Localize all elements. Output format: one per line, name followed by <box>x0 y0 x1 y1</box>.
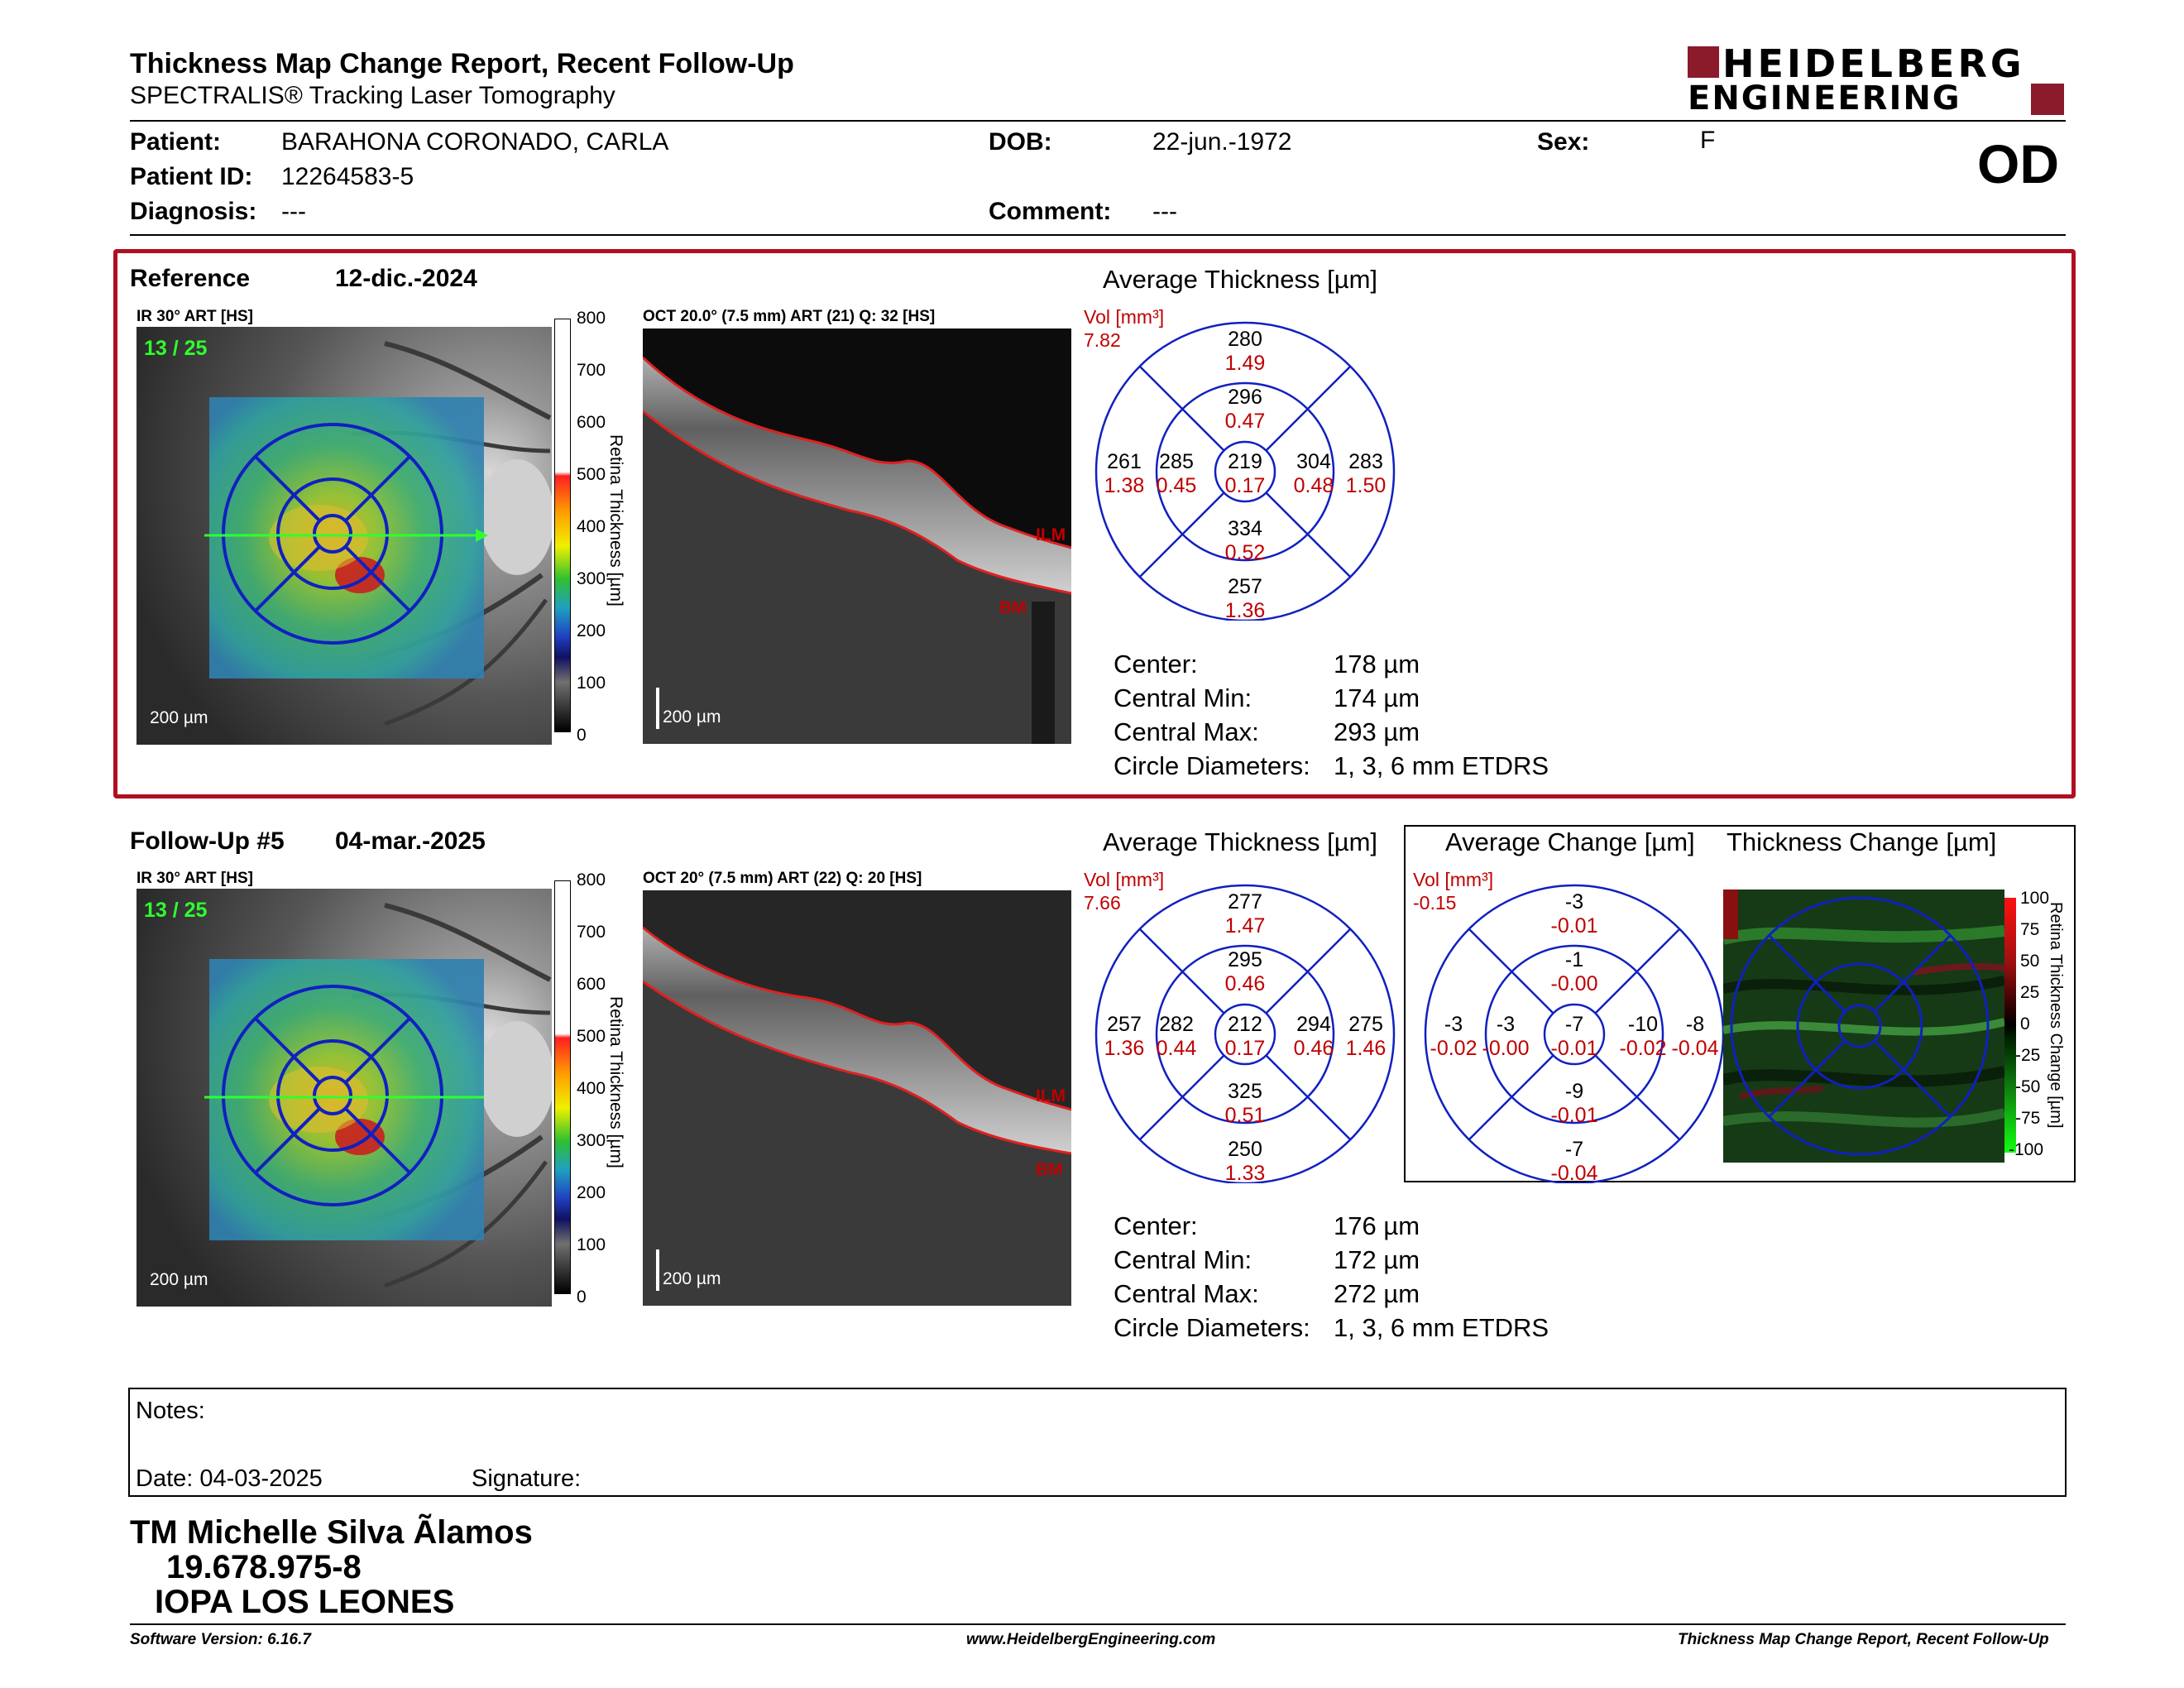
report-title: Thickness Map Change Report, Recent Follow-Up <box>130 48 794 79</box>
chg-divider <box>1469 929 1554 1014</box>
ref-inner-temp-value: 285 <box>1159 450 1194 473</box>
ref-inner-sup-value: 296 <box>1228 386 1262 409</box>
fu-inner-inf-value: 325 <box>1228 1080 1262 1103</box>
notes-date: Date: 04-03-2025 <box>136 1465 323 1492</box>
fu-oct-scale: 200 µm <box>663 1269 721 1288</box>
fu-stat-value: 272 µm <box>1334 1279 1420 1308</box>
change-etdrs-chart <box>1413 869 1736 1183</box>
ref-inner-nasal-volume: 0.48 <box>1293 474 1334 497</box>
ref-oct-scalebar <box>656 688 659 729</box>
ref-oct-image <box>643 328 1071 744</box>
chg-inner-inf-value: -9 <box>1564 1080 1584 1103</box>
fu-chart-title: Average Thickness [µm] <box>1103 827 1378 856</box>
fu-outer-nasal-value: 275 <box>1348 1013 1383 1036</box>
sex-label: Sex: <box>1537 128 1590 156</box>
ref-divider <box>1140 367 1224 451</box>
ref-inner-temp-volume: 0.45 <box>1156 474 1197 497</box>
fu-center-value: 212 <box>1228 1013 1262 1036</box>
ref-stat-label: Central Max: <box>1114 717 1259 746</box>
ref-center-volume: 0.17 <box>1224 474 1266 497</box>
fu-stat-label: Central Max: <box>1114 1279 1259 1308</box>
chg-divider <box>1595 929 1679 1014</box>
ref-outer-inf-value: 257 <box>1228 575 1262 598</box>
ref-inner-inf-value: 334 <box>1228 517 1262 540</box>
eye-od: OD <box>1977 133 2059 194</box>
fu-outer-sup-value: 277 <box>1228 890 1262 914</box>
ref-stat-label: Central Min: <box>1114 683 1252 712</box>
fu-inner-temp-value: 282 <box>1159 1013 1194 1036</box>
ref-ir-scale: 200 µm <box>150 708 208 727</box>
ref-bm-label: BM <box>999 598 1027 617</box>
patient-id-label: Patient ID: <box>130 163 253 190</box>
ref-ir-image <box>136 327 552 745</box>
fu-oct-scalebar <box>656 1249 659 1291</box>
chg-inner-temp-value: -3 <box>1496 1013 1516 1036</box>
ref-outer-nasal-volume: 1.50 <box>1345 474 1387 497</box>
signer-id: 19.678.975-8 <box>166 1549 362 1585</box>
fu-divider <box>1266 1055 1350 1139</box>
change-map-title: Thickness Change [µm] <box>1727 827 1997 856</box>
fu-thickness-scale <box>554 880 571 1294</box>
fu-oct-image <box>643 890 1071 1306</box>
ref-oct-title: OCT 20.0° (7.5 mm) ART (21) Q: 32 [HS] <box>643 308 936 325</box>
chg-inner-sup-volume: -0.00 <box>1550 972 1598 995</box>
fu-inner-nasal-value: 294 <box>1296 1013 1331 1036</box>
fu-inner-sup-value: 295 <box>1228 948 1262 971</box>
signer-org: IOPA LOS LEONES <box>155 1584 455 1620</box>
diagnosis-value: --- <box>281 198 306 225</box>
chg-divider <box>1595 1055 1679 1139</box>
ref-divider <box>1266 492 1350 577</box>
chg-outer-inf-value: -7 <box>1564 1138 1584 1161</box>
fu-divider <box>1140 1055 1224 1139</box>
dob-label: DOB: <box>989 128 1052 156</box>
chg-divider <box>1469 1055 1554 1139</box>
report-subtitle: SPECTRALIS® Tracking Laser Tomography <box>130 82 615 109</box>
patient-label: Patient: <box>130 128 222 156</box>
fu-stat-label: Circle Diameters: <box>1114 1313 1310 1342</box>
ref-inner-inf-volume: 0.52 <box>1224 541 1266 564</box>
software-version: Software Version: 6.16.7 <box>130 1631 311 1648</box>
ref-scale-label: Retina Thickness [µm] <box>606 434 625 607</box>
ref-stat-value: 1, 3, 6 mm ETDRS <box>1334 751 1549 780</box>
comment-value: --- <box>1152 198 1177 225</box>
change-color-scale <box>2004 898 2016 1153</box>
ref-outer-inf-volume: 1.36 <box>1224 599 1266 621</box>
ref-etdrs-chart <box>1084 306 1406 621</box>
chg-outer-inf-volume: -0.04 <box>1550 1162 1598 1183</box>
chg-outer-nasal-value: -8 <box>1685 1013 1705 1036</box>
chg-outer-temp-value: -3 <box>1444 1013 1463 1036</box>
fu-stat-value: 1, 3, 6 mm ETDRS <box>1334 1313 1549 1342</box>
chg-center-volume: -0.01 <box>1550 1037 1598 1060</box>
fu-center-volume: 0.17 <box>1224 1037 1266 1060</box>
dob-value: 22-jun.-1972 <box>1152 128 1292 156</box>
notes-signature: Signature: <box>472 1465 582 1492</box>
fu-divider <box>1266 929 1350 1014</box>
fu-frame-counter: 13 / 25 <box>144 899 208 922</box>
ref-inner-nasal-value: 304 <box>1296 450 1331 473</box>
chg-outer-temp-volume: -0.02 <box>1430 1037 1478 1060</box>
ref-inner-sup-volume: 0.47 <box>1224 410 1266 433</box>
fu-vol-label: Vol [mm³] <box>1084 869 1165 890</box>
ref-outer-temp-value: 261 <box>1107 450 1142 473</box>
ref-stat-label: Circle Diameters: <box>1114 751 1310 780</box>
fu-bm-label: BM <box>1036 1160 1063 1179</box>
fu-scale-label: Retina Thickness [µm] <box>606 996 625 1168</box>
fu-vol-value: 7.66 <box>1084 892 1121 914</box>
reference-date: 12-dic.-2024 <box>335 265 477 292</box>
fu-outer-temp-volume: 1.36 <box>1104 1037 1145 1060</box>
ref-stat-label: Center: <box>1114 650 1198 679</box>
ref-thickness-scale <box>554 319 571 732</box>
chg-inner-nasal-value: -10 <box>1627 1013 1659 1036</box>
chg-outer-sup-volume: -0.01 <box>1550 914 1598 938</box>
ref-divider <box>1140 492 1224 577</box>
fu-inner-inf-volume: 0.51 <box>1224 1104 1266 1127</box>
ref-outer-sup-volume: 1.49 <box>1224 352 1266 375</box>
website-link[interactable]: www.HeidelbergEngineering.com <box>966 1631 1216 1648</box>
patient-id: 12264583-5 <box>281 163 414 190</box>
fu-inner-temp-volume: 0.44 <box>1156 1037 1197 1060</box>
chg-inner-sup-value: -1 <box>1564 948 1584 971</box>
fu-stat-value: 176 µm <box>1334 1211 1420 1240</box>
ref-ir-title: IR 30° ART [HS] <box>136 308 253 325</box>
ref-oct-scale: 200 µm <box>663 707 721 727</box>
chg-inner-temp-volume: -0.00 <box>1482 1037 1530 1060</box>
fu-oct-title: OCT 20° (7.5 mm) ART (22) Q: 20 [HS] <box>643 870 922 887</box>
fu-etdrs-chart <box>1084 869 1406 1183</box>
notes-box[interactable] <box>128 1388 2067 1497</box>
sex-value: F <box>1700 127 1716 154</box>
ref-ilm-label: ILM <box>1036 525 1066 544</box>
ref-stat-value: 293 µm <box>1334 717 1420 746</box>
followup-date: 04-mar.-2025 <box>335 827 486 855</box>
ref-outer-nasal-value: 283 <box>1348 450 1383 473</box>
chg-center-value: -7 <box>1564 1013 1584 1036</box>
fu-divider <box>1140 929 1224 1014</box>
comment-label: Comment: <box>989 198 1112 225</box>
fu-outer-inf-volume: 1.33 <box>1224 1162 1266 1183</box>
followup-label: Follow-Up #5 <box>130 827 285 855</box>
ref-outer-sup-value: 280 <box>1228 328 1262 351</box>
chg-vol-label: Vol [mm³] <box>1413 869 1494 890</box>
ref-divider <box>1266 367 1350 451</box>
fu-ir-image <box>136 889 552 1307</box>
chg-inner-nasal-volume: -0.02 <box>1619 1037 1667 1060</box>
notes-label: Notes: <box>136 1398 205 1424</box>
patient-name: BARAHONA CORONADO, CARLA <box>281 128 669 156</box>
ref-vol-value: 7.82 <box>1084 329 1121 351</box>
fu-inner-nasal-volume: 0.46 <box>1293 1037 1334 1060</box>
fu-outer-temp-value: 257 <box>1107 1013 1142 1036</box>
ref-frame-counter: 13 / 25 <box>144 337 208 360</box>
ref-stat-value: 178 µm <box>1334 650 1420 679</box>
ref-outer-temp-volume: 1.38 <box>1104 474 1145 497</box>
ref-center-value: 219 <box>1228 450 1262 473</box>
reference-label: Reference <box>130 265 251 292</box>
ref-stat-value: 174 µm <box>1334 683 1420 712</box>
ref-chart-title: Average Thickness [µm] <box>1103 265 1378 294</box>
footer-report-name: Thickness Map Change Report, Recent Follow-Up <box>1678 1631 2049 1648</box>
fu-stat-label: Central Min: <box>1114 1245 1252 1274</box>
chg-outer-sup-value: -3 <box>1564 890 1584 914</box>
fu-inner-sup-volume: 0.46 <box>1224 972 1266 995</box>
fu-ir-title: IR 30° ART [HS] <box>136 870 253 887</box>
change-scale-label: Retina Thickness Change [µm] <box>2047 902 2065 1129</box>
chg-inner-inf-volume: -0.01 <box>1550 1104 1598 1127</box>
fu-ilm-label: ILM <box>1036 1086 1066 1105</box>
signer-name: TM Michelle Silva Ãlamos <box>130 1514 533 1551</box>
fu-stat-label: Center: <box>1114 1211 1198 1240</box>
change-map-image <box>1723 890 2004 1163</box>
chg-vol-value: -0.15 <box>1413 892 1457 914</box>
ref-vol-label: Vol [mm³] <box>1084 306 1165 328</box>
diagnosis-label: Diagnosis: <box>130 198 257 225</box>
fu-outer-nasal-volume: 1.46 <box>1345 1037 1387 1060</box>
fu-outer-sup-volume: 1.47 <box>1224 914 1266 938</box>
fu-outer-inf-value: 250 <box>1228 1138 1262 1161</box>
fu-stat-value: 172 µm <box>1334 1245 1420 1274</box>
chg-outer-nasal-volume: -0.04 <box>1671 1037 1719 1060</box>
fu-ir-scale: 200 µm <box>150 1270 208 1289</box>
change-chart-title: Average Change [µm] <box>1445 827 1695 856</box>
